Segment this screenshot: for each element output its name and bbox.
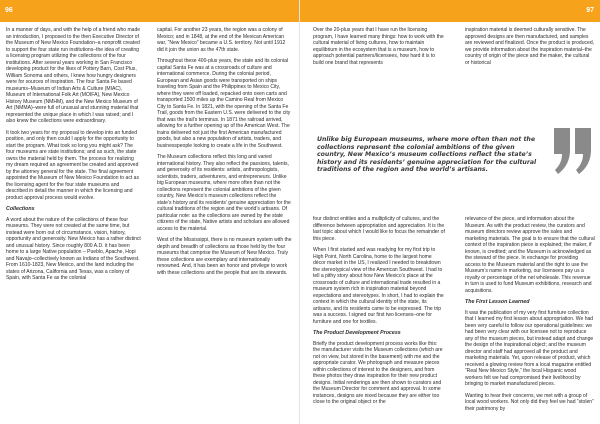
paragraph: Briefly the product development process works like this: the manufacturer visits the Museum collections (which are not on view, but stored in the basement) with me and the appropriate curator. We photograph and measure pieces within collections of interest to the designers, and from these photos they draw inspiration for their new product designs. Initial renderings are then shown to curators and the Museum Director for comment and approval. In some instances, designs are nixed because they are either too close to the original object or the — [313, 340, 443, 406]
paragraph: Wanting to hear their concerns, we met with a group of local wood workers. Not only did they feel we had “stolen” their patrimony by — [465, 392, 594, 412]
paragraph: Over the 20-plus years that I have run the licensing program, I have learned many things: how to work with the cultural material of living cultures, how to maintain equilibrium in the ecosystem that is a museum, how to approach potential partners/licensees, how hard it is to build one brand that represents — [313, 27, 444, 66]
page-number: 97 — [586, 7, 594, 14]
section-heading: The First Lesson Learned — [465, 299, 530, 305]
paragraph: capital. For another 23 years, the region was a colony of Mexico; and in 1848, at the end of the Mexican American war, “New Mexico” became a U.S. territory. Not until 1912 did it join the union as the 47th state. — [157, 27, 286, 53]
page-number: 96 — [5, 7, 13, 14]
paragraph: inspiration material is deemed culturally sensitive. The approved designs are then manufactured, and samples are reviewed and finalized. Once the product is produced, we provide information about the inspiration material–the country of origin of the piece and the maker, the cultural or historical — [465, 27, 595, 66]
page-number-bar — [0, 0, 300, 22]
paragraph: relevance of the piece, and information about the Museum. As with the product review, the curators and museum directors review approve the sales and marketing materials. The goal is to ensure that the cultural context of the inspiration piece is explained; the maker, if known, is credited; and the Museum is acknowledged as the steward of the piece. In exchange for providing access to the Museum material and the right to use the Museum’s name in marketing, our licensees pay us a royalty or percentage of the net wholesale. This revenue in turn is used to fund Museum exhibitions, research and acquisitions. — [465, 216, 595, 294]
paragraph: In a manner of days, and with the help of a friend who made an introduction, I proposed to the then Executive Director of the Museum of New Mexico Foundation–a nonprofit created to support the four state run institutions–the idea of creating a licensing program utilizing the collections of the four institutions. After several years working in San Francisco developing product for the likes of Pottery Barn, Cost Plus, William Sonoma and others, I knew how hungry designers were for sources of inspiration. The four Santa Fe based museums–Museum of Indian Arts & Culture (MIAC), Museum of International Folk Art (MOIFA), New Mexico History Museum (NMHM), and the New Mexico Museum of Art (NMMA)–were full of unusual and stunning material that represented the unique place in which I was raised; and I also knew the collections were extraordinary. — [6, 27, 141, 124]
paragraph: West of the Mississippi, there is no museum system with the depth and breadth of collections as those held by the four museums that comprise the Museum of New Mexico. Truly these collections are exemplary and internationally renowned. And, it has been an honor and privilege to work with these collections and the people that are its stewards. — [157, 237, 292, 276]
right-column-2-top — [465, 27, 595, 131]
paragraph: It took two years for my proposal to develop into an funded position, and only then could I apply for the opportunity to start the program. What took so long you might ask? The four museums are state institutions; and as such, the state owns the material held by them. The process for realizing my dream required an agreement be created and approved by the attorney general for the state. The final agreement appointed the Museum of New Mexico Foundation to act as the licensing agent for the four state museums and described in detail the manner in which the licensing and product approval process would evolve. — [6, 129, 139, 201]
paragraph: A word about the nature of the collections of these four museums. They were not created at the same time, but instead were born out of circumstance, vision, history, opportunity and generosity. New Mexico has a rather distinct and unusual history. Since roughly 800 A.D. it has been home to a large Native population – Pueblo, Apache, Hopi and Navajo–collectively known as Indians of the Southwest. From 1610-1823, New Mexico, and the land including the states of Arizona, California and Texas, was a colony of Spain, with Santa Fe as the colonial — [6, 216, 141, 282]
paragraph: four distinct entities and a multiplicity of cultures, and the difference between appropriation and appreciation. It is the last topic about which I would like to focus the remainder of this piece. — [313, 216, 445, 242]
paragraph: Throughout these 400-plus years, the state and its colonial capital Santa Fe was at a crossroads of culture and international commerce. During the colonial period, European and Asian goods were transported on ships traveling from Spain and the Philippines to Mexico City, where they were off loaded, repacked onto oxen carts and transported 1500 miles up the Camino Real from Mexico City to Santa Fe. In 1821, with the opening of the Santa Fe Trail, goods from the Eastern U.S. were delivered to the city that was the trail’s terminus. In 1871 the railroad arrived, allowing for a further opening up of the American West. The trains delivered not just the first American manufactured goods, but also a new population of artists, traders, and businesspeople looking to create a life in the Southwest. — [157, 58, 291, 149]
section-heading: Collections — [6, 206, 35, 212]
paragraph: The Museum collections reflect this long and varied international history. They also reflect the passions, talents, and generosity of its residents: artists, anthropologists, scientists, traders, adventurers, and entrepreneurs. Unlike big European museums, where more often than not the collections represent the colonial ambitions of the given country, New Mexico’s museum collections reflect the state’s history and its residents’ genuine appreciation for the cultural traditions of the region and the world’s artisans. Of particular note: as the collections are owned by the state citizens of the state, Native artists and scholars are allowed access to the material. — [157, 154, 291, 232]
section-heading: The Product Development Process — [313, 330, 401, 336]
left-column-2 — [157, 27, 292, 422]
right-column-1 — [313, 216, 445, 422]
page-number-bar — [300, 0, 600, 22]
paragraph: When I first started and was readying for my first trip to High Point, North Carolina, home to the largest home décor market in the US, I realized I needed to breakdown the stereotypical view of the American Southwest. I had to tell a pithy story about how New Mexico’s place at the crossroads of culture and international trade resulted in a museum system rich in inspiration material beyond expectations and stereotypes. In short, I had to explain the context in which the cultural identity of the state, its artisans, and its residents came to be expressed. The trip was a success. I signed our first two licenses–one for furniture and one for textiles. — [313, 247, 444, 325]
pull-quote: Unlike big European museums, where more often than not the collections represent the colonial ambitions of the given country, New Mexico’s museum collections reflect the state’s history and its residents’ genuine appreciation for the cultural traditions of the region and the world’s artisans. — [317, 136, 537, 174]
right-column-1-top — [313, 27, 445, 131]
quote-mark-icon — [552, 124, 594, 180]
left-column-1 — [6, 27, 141, 422]
right-page — [300, 0, 600, 424]
paragraph: It was the publication of my very first furniture collection that I learned my first lesson about appropriation. We had been very careful to follow our operational guidelines: we had been very clear with our licensee not to reproduce any of the museum pieces, but instead adapt and change the design of the inspirational object; and the museum director and staff had approved all the product and marketing materials. Yet, upon release of product, which received a glowing review from a local magazine entitled “Real New Mexico Style,” the local Hispanic wood workers felt we had compromised their livelihood by bringing to market manufactured pieces. — [465, 309, 594, 388]
right-column-2 — [465, 216, 595, 422]
